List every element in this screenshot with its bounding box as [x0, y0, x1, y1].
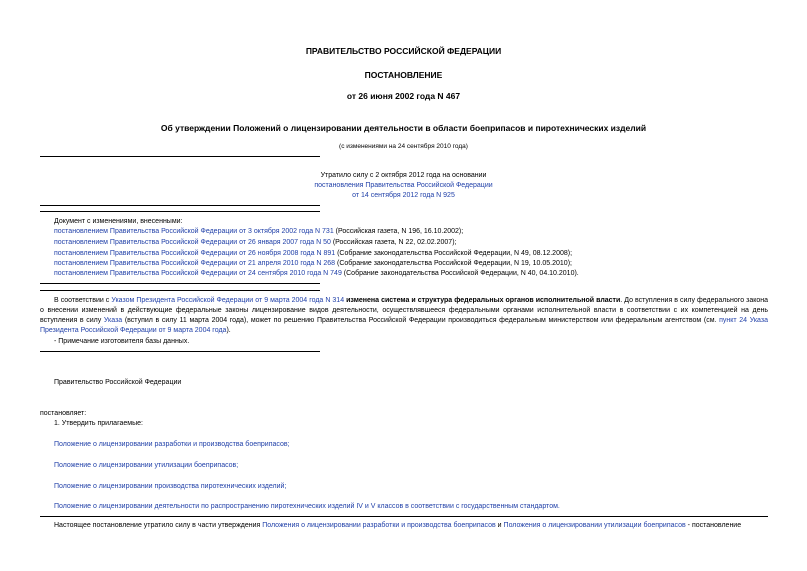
note-footer: - Примечание изготовителя базы данных. — [54, 338, 190, 345]
divider — [40, 205, 320, 206]
change-item: постановлением Правительства Российской Федерации от 21 апреля 2010 года N 268 (Собрание законодательства Российской Федерации, N 19, 10.05.2010); — [54, 260, 572, 267]
change-item: постановлением Правительства Российской Федерации от 3 октября 2002 года N 731 (Российская газета, N 196, 16.10.2002); — [54, 228, 464, 235]
decree-link[interactable]: Указом Президента Российской Федерации от 9 марта 2004 года N 314 — [111, 297, 345, 304]
divider — [40, 156, 320, 157]
divider — [40, 351, 320, 352]
change-item: постановлением Правительства Российской Федерации от 26 января 2007 года N 50 (Российская газета, N 22, 02.02.2007); — [54, 239, 457, 246]
item-1: 1. Утвердить прилагаемые: — [54, 420, 143, 427]
divider — [40, 516, 768, 517]
decrees-line: постановляет: — [40, 410, 87, 417]
divider — [40, 290, 320, 291]
note-paragraph: В соответствии с Указом Президента Российской Федерации от 9 марта 2004 года N 314 изменена система и структура федеральных органов исполнительной власти. До вступления в силу федерального закона о внесении изменений в действующие федеральные законы лицензирование видов деятельности, осуществлявшееся федеральными органами исполнительной власти в соответствии с их компетенцией на день вступления в силу Указа (вступил в силу 11 марта 2004 года), может по решению Правительства Российской Федерации производиться федеральным министерством или федеральным агентством (см. пункт 24 Указа Президента Российской Федерации от 9 марта 2004 года). — [40, 297, 769, 334]
lost-force-text: Утратило силу с 2 октября 2012 года на основании — [320, 172, 487, 179]
decree-short-link[interactable]: Указа — [103, 317, 123, 324]
document-title: Об утверждении Положений о лицензировании деятельности в области боеприпасов и пиротехнических изделий — [160, 123, 647, 133]
regulation-link[interactable]: Положение о лицензировании деятельности по распространению пиротехнических изделий IV и V классов в соответствии с государственным стандартом. — [54, 503, 560, 510]
change-link[interactable]: постановлением Правительства Российской Федерации от 26 января 2007 года N 50 — [54, 239, 331, 246]
changes-heading: Документ с изменениями, внесенными: — [54, 218, 183, 225]
amendment-note: (с изменениями на 24 сентября 2010 года) — [339, 143, 468, 150]
change-link[interactable]: постановлением Правительства Российской Федерации от 26 ноября 2008 года N 891 — [54, 250, 336, 257]
change-item: постановлением Правительства Российской Федерации от 24 сентября 2010 года N 749 (Собрание законодательства Российской Федерации, N 40, 04.10.2010). — [54, 270, 579, 277]
regulation-ref-link[interactable]: Положения о лицензировании разработки и производства боеприпасов — [262, 522, 496, 529]
doc-type-heading: ПОСТАНОВЛЕНИЕ — [364, 70, 443, 80]
last-paragraph: Настоящее постановление утратило силу в части утверждения Положения о лицензировании разработки и производства боеприпасов и Положения о лицензировании утилизации боеприпасов - постановление — [54, 522, 742, 529]
government-line: Правительство Российской Федерации — [54, 379, 182, 386]
divider — [40, 211, 320, 212]
change-link[interactable]: постановлением Правительства Российской Федерации от 3 октября 2002 года N 731 — [54, 228, 334, 235]
change-item: постановлением Правительства Российской Федерации от 26 ноября 2008 года N 891 (Собрание законодательства Российской Федерации, N 49, 08.12.2008); — [54, 250, 573, 257]
government-heading: ПРАВИТЕЛЬСТВО РОССИЙСКОЙ ФЕДЕРАЦИИ — [305, 46, 502, 56]
decree-point-link[interactable]: пункт 24 Указа Президента Российской Федерации от 9 марта 2004 года — [40, 317, 768, 334]
lost-force-link-2[interactable]: от 14 сентября 2012 года N 925 — [352, 192, 455, 199]
regulation-link[interactable]: Положение о лицензировании производства пиротехнических изделий; — [54, 483, 287, 490]
change-link[interactable]: постановлением Правительства Российской Федерации от 21 апреля 2010 года N 268 — [54, 260, 336, 267]
regulation-link[interactable]: Положение о лицензировании утилизации боеприпасов; — [54, 462, 239, 469]
regulation-ref-link[interactable]: Положения о лицензировании утилизации боеприпасов — [503, 522, 686, 529]
lost-force-link-1[interactable]: постановления Правительства Российской Федерации — [314, 182, 493, 189]
regulation-link[interactable]: Положение о лицензировании разработки и производства боеприпасов; — [54, 441, 290, 448]
date-number-heading: от 26 июня 2002 года N 467 — [346, 91, 461, 101]
change-link[interactable]: постановлением Правительства Российской Федерации от 24 сентября 2010 года N 749 — [54, 270, 342, 277]
divider — [40, 283, 320, 284]
